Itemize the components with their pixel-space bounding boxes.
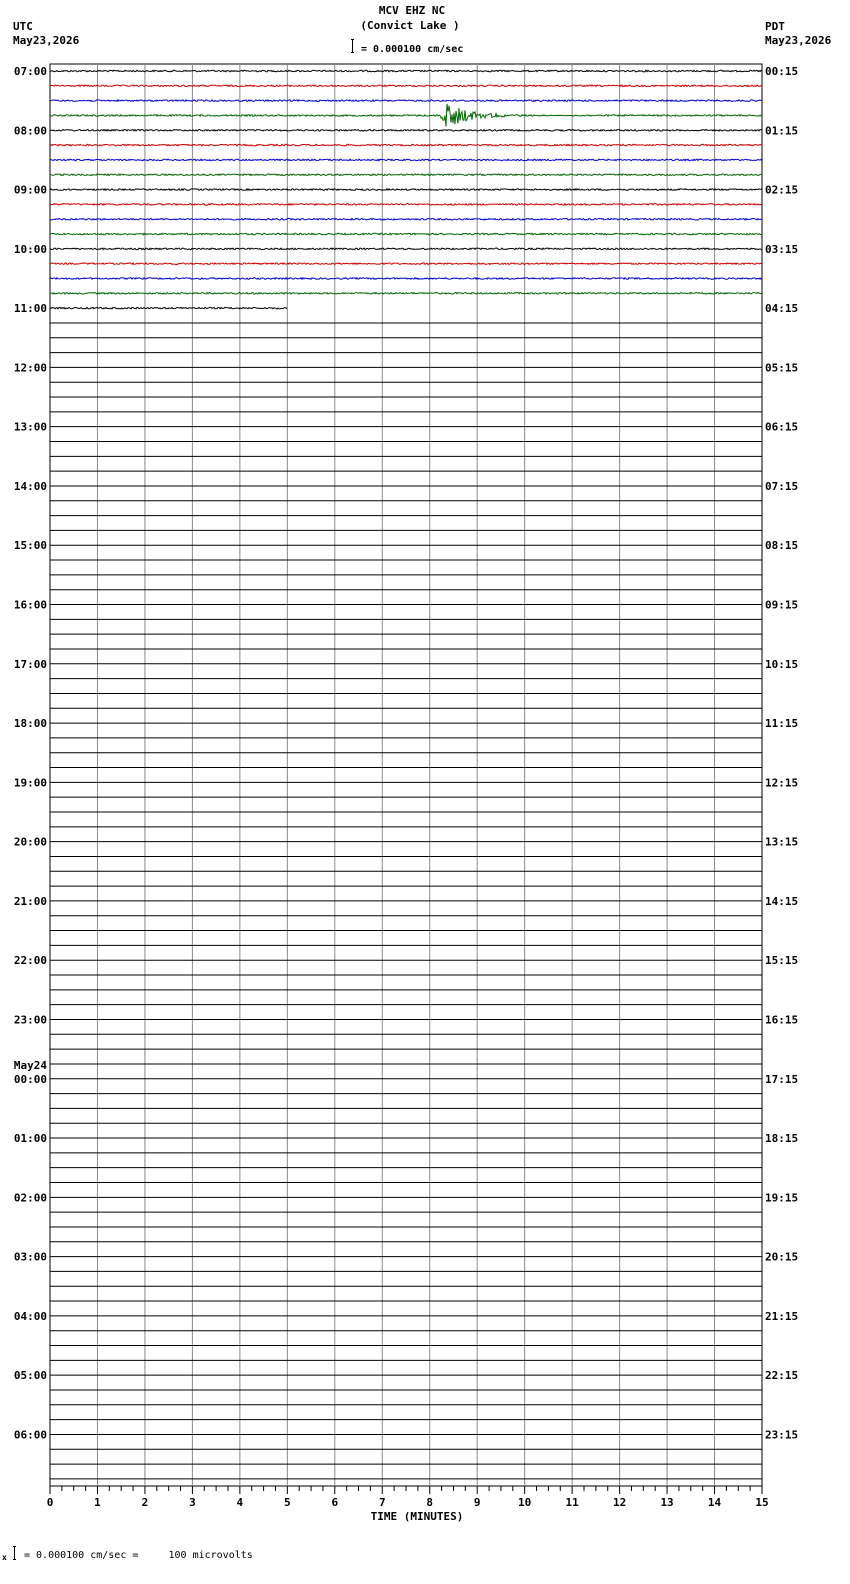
seismic-trace (50, 233, 762, 235)
pdt-hour-label: 02:15 (765, 183, 799, 197)
utc-hour-label: 08:00 (13, 124, 47, 138)
x-tick-label: 7 (378, 1496, 386, 1509)
x-tick-label: 5 (284, 1496, 291, 1509)
utc-hour-label: 17:00 (13, 657, 47, 671)
utc-hour-label: 18:00 (13, 717, 47, 731)
seismic-trace (50, 85, 762, 87)
seismic-trace (50, 159, 762, 161)
pdt-hour-label: 15:15 (765, 954, 799, 968)
x-tick-label: 1 (94, 1496, 101, 1509)
pdt-hour-label: 21:15 (765, 1309, 799, 1323)
x-tick-label: 0 (46, 1496, 54, 1509)
right-timezone: PDT (765, 20, 785, 33)
x-tick-label: 4 (236, 1496, 244, 1509)
utc-hour-label: 11:00 (13, 302, 47, 316)
date-change-label: May24 (13, 1058, 47, 1072)
utc-hour-label: 12:00 (13, 361, 47, 375)
utc-hour-label: 01:00 (13, 1132, 47, 1146)
x-tick-label: 9 (473, 1496, 481, 1509)
utc-hour-label: 06:00 (13, 1428, 47, 1442)
pdt-hour-label: 07:15 (765, 479, 799, 493)
footer-scale-note: = 0.000100 cm/sec = 100 microvolts (24, 1550, 253, 1561)
utc-hour-label: 10:00 (13, 242, 47, 256)
station-title: MCV EHZ NC (378, 4, 446, 17)
x-axis-label: TIME (MINUTES) (370, 1510, 464, 1523)
scale-text: = 0.000100 cm/sec (361, 44, 464, 55)
seismic-trace (50, 174, 762, 176)
seismic-trace (50, 293, 762, 295)
x-tick-label: 10 (518, 1496, 532, 1509)
utc-hour-label: 14:00 (13, 479, 47, 493)
pdt-hour-label: 19:15 (765, 1191, 799, 1205)
pdt-hour-label: 14:15 (765, 894, 799, 908)
seismic-trace (50, 307, 287, 309)
pdt-hour-label: 11:15 (765, 717, 799, 731)
x-tick-label: 13 (660, 1496, 674, 1509)
pdt-hour-label: 05:15 (765, 361, 799, 375)
utc-hour-label: 15:00 (13, 539, 47, 553)
seismic-trace (50, 218, 762, 220)
pdt-hour-label: 06:15 (765, 420, 799, 434)
seismic-trace (50, 248, 762, 250)
left-date: May23,2026 (13, 34, 80, 47)
plot-frame (50, 64, 762, 1486)
utc-hour-label: 21:00 (13, 894, 47, 908)
station-location: (Convict Lake ) (360, 19, 460, 32)
pdt-hour-label: 03:15 (765, 242, 799, 256)
pdt-hour-label: 17:15 (765, 1072, 799, 1086)
utc-hour-label: 07:00 (13, 65, 47, 78)
x-tick-label: 15 (755, 1496, 769, 1509)
x-tick-label: 12 (612, 1496, 627, 1509)
pdt-hour-label: 08:15 (765, 539, 799, 553)
pdt-hour-label: 12:15 (765, 776, 799, 790)
utc-hour-label: 19:00 (13, 776, 47, 790)
utc-hour-label: 02:00 (13, 1191, 47, 1205)
pdt-hour-label: 23:15 (765, 1428, 799, 1442)
pdt-hour-label: 00:15 (765, 65, 799, 78)
seismic-trace (50, 100, 762, 102)
pdt-hour-label: 10:15 (765, 657, 799, 671)
seismic-trace (50, 104, 762, 127)
pdt-hour-label: 20:15 (765, 1250, 799, 1264)
x-tick-label: 6 (331, 1496, 339, 1509)
seismic-trace (50, 70, 762, 72)
seismic-trace (50, 189, 762, 191)
x-tick-label: 2 (141, 1496, 149, 1509)
utc-hour-label: 04:00 (13, 1309, 47, 1323)
footer-marker: x (2, 1553, 7, 1562)
pdt-hour-label: 22:15 (765, 1369, 799, 1383)
seismic-trace (50, 144, 762, 146)
pdt-hour-label: 09:15 (765, 598, 799, 612)
utc-hour-label: 16:00 (13, 598, 47, 612)
x-tick-label: 14 (707, 1496, 722, 1509)
utc-hour-label: 00:00 (13, 1072, 47, 1086)
x-tick-label: 8 (426, 1496, 434, 1509)
pdt-hour-label: 18:15 (765, 1132, 799, 1146)
seismic-trace (50, 278, 762, 280)
footer-scale-bar-icon (13, 1546, 16, 1560)
seismic-trace (50, 204, 762, 206)
utc-hour-label: 03:00 (13, 1250, 47, 1264)
pdt-hour-label: 01:15 (765, 124, 799, 138)
left-timezone: UTC (13, 20, 33, 33)
utc-hour-label: 20:00 (13, 835, 47, 849)
utc-hour-label: 22:00 (13, 954, 47, 968)
pdt-hour-label: 16:15 (765, 1013, 799, 1027)
seismic-trace (50, 130, 762, 132)
right-date: May23,2026 (765, 34, 832, 47)
utc-hour-label: 13:00 (13, 420, 47, 434)
utc-hour-label: 05:00 (13, 1369, 47, 1383)
utc-hour-label: 09:00 (13, 183, 47, 197)
seismic-trace (50, 263, 762, 265)
x-tick-label: 3 (189, 1496, 196, 1509)
pdt-hour-label: 13:15 (765, 835, 799, 849)
utc-hour-label: 23:00 (13, 1013, 47, 1027)
pdt-hour-label: 04:15 (765, 302, 799, 316)
x-tick-label: 11 (565, 1496, 579, 1509)
